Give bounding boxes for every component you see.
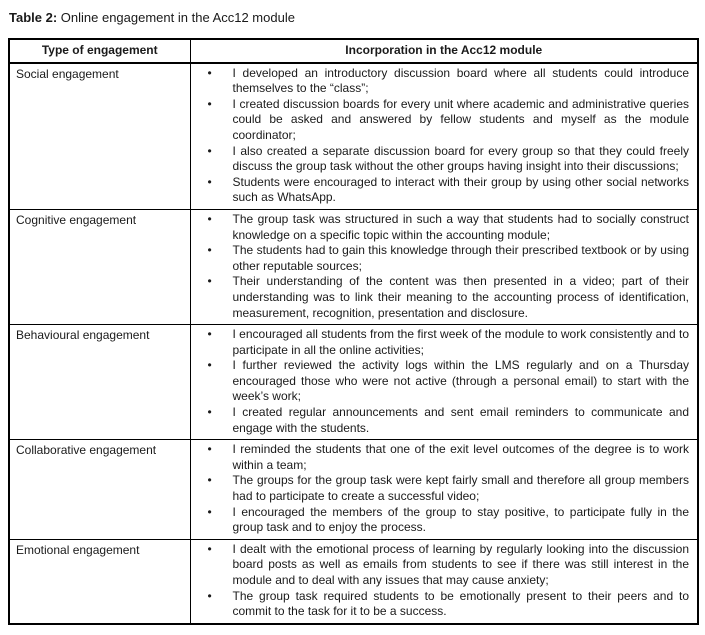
items-list bbox=[191, 327, 692, 436]
bullet-icon: • bbox=[207, 358, 212, 373]
engagement-type-label: Behavioural engagement bbox=[9, 325, 190, 440]
item-text: I encouraged the members of the group to stay positive, to participate fully in the group task and to enjoy the process. bbox=[232, 504, 689, 535]
item-text: I reminded the students that one of the exit level outcomes of the degree is to work within a team; bbox=[232, 442, 689, 472]
bullet-icon: • bbox=[207, 588, 212, 603]
engagement-item bbox=[191, 358, 692, 405]
bullet-icon: • bbox=[207, 65, 212, 80]
items-list bbox=[191, 542, 692, 620]
engagement-item bbox=[191, 542, 692, 589]
engagement-item bbox=[191, 505, 692, 536]
bullet-icon: • bbox=[207, 327, 212, 342]
engagement-item bbox=[191, 144, 692, 175]
table-row-cognitive-engagement bbox=[9, 209, 698, 324]
engagement-type-label: Social engagement bbox=[9, 63, 190, 210]
item-text: I encouraged all students from the first week of the module to work consistently and to participate in all the online activities; bbox=[232, 327, 689, 357]
item-text: I also created a separate discussion board for every group so that they could freely discuss the group task without the other groups having insight into their discussions; bbox=[232, 143, 689, 174]
table-row-emotional-engagement bbox=[9, 539, 698, 623]
engagement-item bbox=[191, 473, 692, 504]
engagement-item bbox=[191, 442, 692, 473]
bullet-icon: • bbox=[207, 96, 212, 111]
engagement-item bbox=[191, 243, 692, 274]
items-list bbox=[191, 66, 692, 206]
table-title-label: Table 2: bbox=[9, 10, 58, 25]
table-title bbox=[9, 10, 697, 26]
engagement-item bbox=[191, 97, 692, 144]
engagement-type-label: Collaborative engagement bbox=[9, 440, 190, 540]
items-list bbox=[191, 212, 692, 321]
item-text: I created discussion boards for every unit where academic and administrative queries could be asked and answered by fellow students and myself as the module coordinator; bbox=[232, 96, 689, 142]
engagement-item bbox=[191, 589, 692, 620]
engagement-type-label: Cognitive engagement bbox=[9, 209, 190, 324]
bullet-icon: • bbox=[207, 243, 212, 258]
item-text: I further reviewed the activity logs within the LMS regularly and on a Thursday encouraged those who were not active (through a personal email) to start with the week’s work; bbox=[232, 358, 689, 404]
bullet-icon: • bbox=[207, 174, 212, 189]
item-text: I developed an introductory discussion board where all students could introduce themselves to the “class”; bbox=[232, 65, 689, 96]
bullet-icon: • bbox=[207, 504, 212, 519]
engagement-items-cell bbox=[190, 539, 698, 623]
table-title-text: Online engagement in the Acc12 module bbox=[57, 10, 295, 25]
engagement-table bbox=[8, 38, 699, 625]
engagement-item bbox=[191, 327, 692, 358]
item-text: The group task was structured in such a way that students had to socially construct knowledge on a specific topic within the accounting module; bbox=[232, 211, 689, 242]
header-incorporation: Incorporation in the Acc12 module bbox=[190, 39, 698, 63]
bullet-icon: • bbox=[207, 442, 212, 457]
table-row-collaborative-engagement bbox=[9, 440, 698, 540]
item-text: The students had to gain this knowledge through their prescribed textbook or by using other reputable sources; bbox=[232, 243, 689, 273]
bullet-icon: • bbox=[207, 274, 212, 289]
item-text: The group task required students to be emotionally present to their peers and to commit to the task for it to be a success. bbox=[232, 588, 689, 619]
item-text: Their understanding of the content was then presented in a video; part of their understanding was to link their meaning to the accounting process of identification, measurement, recognition, presentation and disclosure. bbox=[232, 274, 689, 320]
item-text: Students were encouraged to interact with their group by using other social networks such as WhatsApp. bbox=[232, 174, 689, 205]
item-text: I dealt with the emotional process of learning by regularly looking into the discussion board posts as well as emails from students to see if there was still interest in the module and to deal with any issues that may cause anxiety; bbox=[232, 541, 689, 587]
engagement-item bbox=[191, 405, 692, 436]
engagement-items-cell bbox=[190, 325, 698, 440]
engagement-item bbox=[191, 274, 692, 321]
engagement-item bbox=[191, 66, 692, 97]
table-row-social-engagement bbox=[9, 63, 698, 210]
table-row-behavioural-engagement bbox=[9, 325, 698, 440]
item-text: The groups for the group task were kept fairly small and therefore all group members had to participate to create a successful video; bbox=[232, 473, 689, 504]
engagement-items-cell bbox=[190, 209, 698, 324]
engagement-type-label: Emotional engagement bbox=[9, 539, 190, 623]
items-list bbox=[191, 442, 692, 536]
bullet-icon: • bbox=[207, 211, 212, 226]
bullet-icon: • bbox=[207, 473, 212, 488]
engagement-item bbox=[191, 212, 692, 243]
header-type-of-engagement: Type of engagement bbox=[9, 39, 190, 63]
bullet-icon: • bbox=[207, 541, 212, 556]
engagement-item bbox=[191, 175, 692, 206]
bullet-icon: • bbox=[207, 143, 212, 158]
item-text: I created regular announcements and sent email reminders to communicate and engage with the students. bbox=[232, 405, 689, 435]
engagement-items-cell bbox=[190, 63, 698, 210]
header-row bbox=[9, 39, 698, 63]
engagement-items-cell bbox=[190, 440, 698, 540]
bullet-icon: • bbox=[207, 405, 212, 420]
